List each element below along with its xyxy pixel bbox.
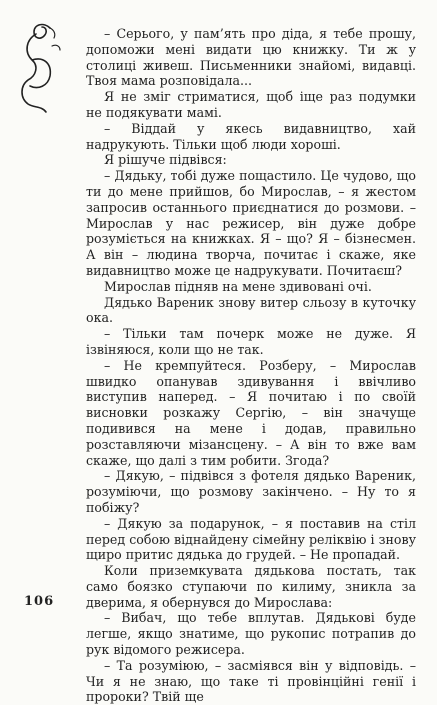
paragraph: – Не кремпуйтеся. Розберу, – Мирослав швидко опанував здивування і ввічливо виступив наперед. – Я почитаю і по своїй висновки розкажу Сергію, – він значуще подивився на мене і додав, правильно розставляючи мізансцену. – А він то вже вам скаже, що далі з тим робити. Згода? (86, 357, 416, 468)
paragraph: Коли приземкувата дядькова постать, так само боязко ступаючи по килиму, зникла за дверима, я обернувся до Мирослава: (86, 563, 416, 610)
paragraph: Дядько Вареник знову витер сльозу в куточку ока. (86, 294, 416, 326)
page-number: 106 (24, 594, 55, 609)
paragraph: Я рішуче підвівся: (104, 152, 227, 168)
paragraph: Я не зміг стриматися, щоб іще раз подумки не подякувати мамі. (86, 89, 416, 120)
paragraph: – Вибач, що тебе вплутав. Дядькові буде легше, якщо знатиме, що рукопис потрапив до рук відомого режисера. (86, 610, 416, 658)
paragraph: – Дякую за подарунок, – я поставив на стіл перед собою віднайдену сімейну реліквію і знову щиро притис дядька до грудей. – Не пропадай. (86, 515, 416, 563)
paragraph: – Віддай у якесь видавництво, хай надрукують. Тільки щоб люди хороші. (86, 120, 416, 152)
paragraph: – Дякую, – підвівся з фотеля дядько Вареник, розуміючи, що розмову закінчено. – Ну то я побіжу? (86, 468, 416, 515)
paragraph: Мирослав підняв на мене здивовані очі. (104, 278, 372, 294)
body-text (86, 26, 416, 705)
paragraph: – Дядьку, тобі дуже пощастило. Це чудово, що ти до мене прийшов, бо Мирослав, – я жестом запросив останнього приєднатися до розмови. – Мирослав у нас режисер, він дуже добре розуміється на книжках. Я – що? Я – бізнесмен. А він – людина творча, почитає і скаже, яке видавництво може це надрукувати. Почитаєш? (86, 168, 416, 278)
curl-ornament-icon (6, 20, 68, 120)
paragraph: – Та розуміюю, – засміявся він у відповідь. – Чи я не знаю, що таке ті провінційні генії і пророки? Твій ще (86, 657, 416, 705)
paragraph: – Тільки там почерк може не дуже. Я ізвіняюся, коли що не так. (86, 326, 416, 357)
paragraph: – Серього, у пам’ять про діда, я тебе прошу, допоможи мені видати цю книжку. Ти ж у столиці живеш. Письменники знайомі, видавці. Твоя мама розповідала... (86, 26, 416, 89)
